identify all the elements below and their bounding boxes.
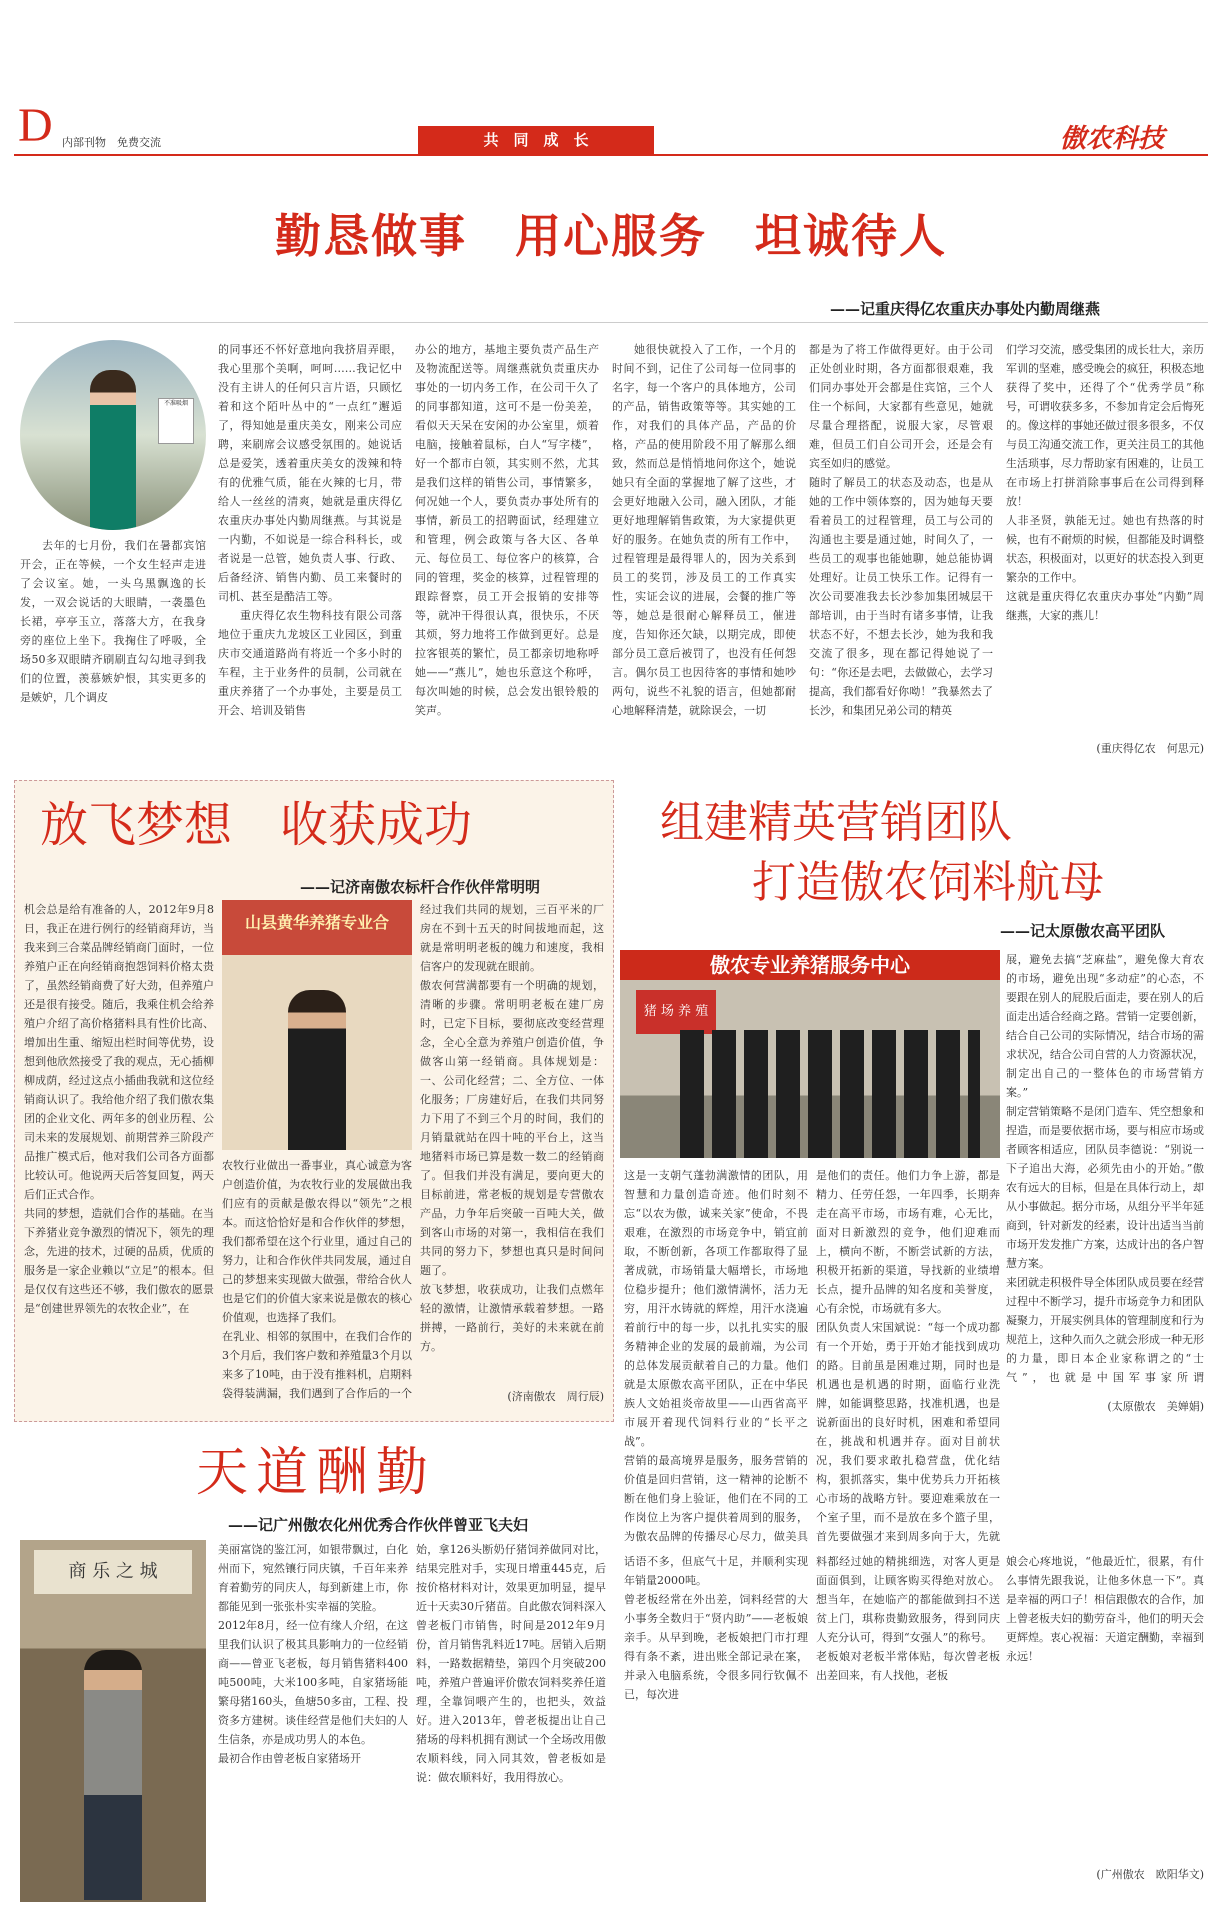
article4-subtitle: ——记广州傲农化州优秀合作伙伴曾亚飞夫妇 [228,1516,529,1534]
article1-col5: 都是为了将工作做得更好。由于公司正处创业时期，各方面都很艰难，我们同办事处开会都是住宾馆，三个人住一个标间，大家都有些意见，她就尽量合理搭配，说服大家，尽管艰难，但员工们自公司开会，还是会有宾至如归的感觉。 随时了解员工的状态及动态，也是从她的工作中领体察的，因为她每天要看着员工的过程管理，员工与公司的沟通也主要是通过她，时间久了，一些员工的观事也能她聊，她总能协调处理好。让员工快乐工作。记得有一次公司要准我去长沙参加集团城层干部培训，由于当时有诸多事情，让我状态不好，不想去长沙，她为我和我交流了很多，现在都记得她说了一句：“你还是去吧，去做做心，去学习提高，我们都看好你呦！”我暴然去了长沙，和集团兄弟公司的精英 [809,343,993,717]
person-figure [84,1650,142,1900]
brand-logo: 傲农科技 [1060,124,1165,154]
article1-photo [20,340,206,530]
article4-col1: 美丽富饶的鉴江河，如银带飘过，白化州而下，宛然镶行同庆镇，千百年来养育着勤劳的同庆人，每到新建上市，你都能见到一张张朴实幸福的笑脸。 2012年8月，经一位有缘人介绍，在这里我们认识了极其具影响力的一位经销商——曾亚飞老板，每月销售猪料400吨500吨，大米100多吨，自家猪场能繁母猪160头，鱼塘50多亩，工程、投资多方建树。谈佳经营是他们夫妇的人生信条，亦是成功男人的本色。 最初合作由曾老板自家猪场开 [218,1543,408,1765]
article1-subtitle: ——记重庆得亿农重庆办事处内勤周继燕 [830,300,1101,318]
article2-col3: 经过我们共同的规划，三百平米的厂房在不到十五天的时间拔地而起，这就是常明明老板的魄力和速度，我相信客户的发现就在眼前。 傲农何营满都要有一个明确的规划，清晰的步骤。常明明老板在建厂房时，已定下目标，要彻底改变经营理念，全心全意为养殖户创造价值，争做客山第一经销商。具体规划是：一、公司化经营；二、全方位、一体化服务；厂房建好后，在我们共同努力下用了不到三个月的时间，我们的月销量就站在四十吨的平台上，这当地猪料市场已算是数一数二的经销商了。但我们并没有满足，要向更大的目标前进，常老板的规划是专营傲农产品，力争年后突破一百吨大关，做到客山市场的对第一，我相信在我们共同的努力下，梦想也真只是时间问题了。 放飞梦想，收获成功，让我们点燃年轻的激情，让激情承载着梦想。一路拼搏，一路前行，美好的未来就在前方。 [420,903,604,1353]
article4-photo [20,1540,206,1902]
article1-col4: 她很快就投入了工作，一个月的时间不到，记住了公司每一位同事的名字，每一个客户的具体地方，公司的产品，销售政策等等。其实她的工作，对我们的具体产品，产品的价格，产品的使用阶段不用了解那么细致，然而总是悄悄地问你这个，她说她只有全面的掌握地了解了这些，才会更好地融入公司，融入团队，才能更好地理解销售政策，为大家提供更好的服务。在她负责的所有工作中，过程管理是最得罪人的，因为关系到员工的奖罚，涉及员工的工作真实性，实证会议的进展，会餐的推广等等，她总是很耐心解释员工，催进度，告知你还欠缺，以期完成，即使部分员工意后被罚了，也没有任何怨言。偶尔员工也因待客的事情和她吵两句，说些不礼貌的语言，但她都耐心地解释清楚，就除误会，一切 [612,343,796,717]
team-figures [680,1030,980,1158]
article4-signature: (广州傲农 欧阳华文) [1096,1868,1204,1881]
article1-col2-p1: 的同事还不怀好意地向我挤眉弄眼，我心里那个美啊，呵呵……我记忆中没有主讲人的任何只言片语，只顾忆着和这个陌叶丛中的“一点红”邂逅了，得知她是重庆美女，刚来公司应聘，来刷席会议感受氛围的。她说话总是爱笑，透着重庆美女的泼辣和特有的优雅气质，能在火辣的七月，带给人一丝丝的清爽，她就是重庆得亿农重庆办事处内勤周继燕。与其说是一内勤，不如说是一综合科科长，或者说是一总管，她负责人事、行政、后备经济、销售内勤、员工来餐时的司机、甚至是酷洁工等。 [218,343,402,603]
article3-col1: 这是一支朝气蓬勃满激情的团队，用智慧和力量创造奇迹。他们时刻不忘“以农为傲，诚来关家”使命，不畏艰难，在激烈的市场竞争中，销宜前取，不断创新，各项工作都取得了显著成就，市场销量大幅增长，市场地位稳步提升；他们激情满怀，活力无穷，用汗水铸就的辉煌，用汗水浇遍着前行中的每一步，以扎扎实实的服务精神企业的发展的最前端，为公司的总体发展贡献着自己的力量。他们就是太原傲农高平团队，正在中华民族人文始祖炎帝故里——山西省高平市展开着现代饲料行业的“长平之战”。 营销的最高境界是服务，服务营销的价值是回归营销，这一精神的论断不断在他们身上验证，他们在不同的工作岗位上为客户提供着周到的服务，为傲农品牌的传播尽心尽力，做美具 [624,1169,808,1543]
header-letter: D [18,99,53,152]
article3-title-line2: 打造傲农饲料航母 [752,857,1104,908]
article3-title-line1: 组建精英营销团队 [660,797,1012,848]
article2-photo [222,900,412,1150]
article1-col2-p2: 重庆得亿农生物科技有限公司落地位于重庆九龙坡区工业园区，到重庆市交通道路尚有将近一个多小时的车程，主于业务件的员制，公司就在重庆养猪了一个办事处，主要是员工开会、培训及销售 [218,609,402,717]
article2-title: 放飞梦想 收获成功 [40,797,473,853]
article2-signature: (济南傲农 周行辰) [507,1390,604,1403]
article3-photo [620,950,1000,1158]
person-figure [288,990,346,1150]
section-title: 共 同 成 长 [483,131,589,149]
header-section-banner [418,126,654,154]
calligraphy-board: 商 乐 之 城 [34,1550,192,1594]
photo-banner-text: 傲农专业养猪服务中心 [620,950,1000,980]
photo-side-sign: 猪 场 养 殖 [636,990,716,1034]
article3-col2: 是他们的责任。他们力争上游，都是精力、任劳任怨，一年四季，长期奔走在高平市场，市场有难，心无比，面对日新激烈的竞争，他们迎难而上，横向不断，不断尝试新的方法，积极开拓新的渠道，导找新的业绩增长点，提升品牌的知名度和美誉度，心有余悦，市场就有多大。 团队负责人宋国斌说：“每一个成功都有一个开始，勇于开始才能找到成功的路。目前虽是困难过期，同时也是机遇也是机遇的时期，面临行业洗牌，如能调整思路，找准机遇，也是说新面出的良好时机，困难和希望同在，挑战和机遇并存。面对目前状况，我们要求敢扎稳营盘，优化结构，狠抓落实，集中优势兵力开拓核心市场的战略方针。要迎难乘放在一个室子里，而不是放在多个篮子里，首先要做强才来到周多向于大，先就 [816,1169,1000,1543]
person-figure [90,370,136,530]
no-smoking-sign [158,398,194,444]
article1-rule [14,322,1208,323]
article3-col-right: 展，避免去搞“芝麻盐”，避免像大育农的市场，避免出现“多动症”的心态，不要跟在别人的屁股后面走，要在别人的后面走出适合经商之路。营销一定要创新，结合自己公司的实际情况，结合市场的需求状况，结合公司自营的人力资源状况，制定出自己的一整体色的市场营销方案。” 制定营销策略不是闭门造车、凭空想象和捏造，而是要依据市场，要与相应市场或者顾客相适应，团队员李德说：“别说一下子追出大海，必须先由小的开始。”傲农有远大的目标，但是在具体行动上，却从小事做起。据分市场，从组分平半年延商到，针对新发的经素，设计出适当当前市场开发发推广方案，达成计出的各户智慧方案。 来团就走积极件导全体团队成员要在经营过程中不断学习，提升市场竞争力和团队凝聚力，开展实例具体的管理制度和行为规范上，这种久而久之就会形成一种无形的力量，即日本企业家称谓之的“士气”，也就是中国军事家所谓 [1006,953,1204,1384]
sign-text: 不准吸烟 [163,400,188,407]
photo-banner-text: 山县黄华养猪专业合 [244,913,389,932]
article2-col2: 农牧行业做出一番事业，真心诚意为客户创造价值，为农牧行业的发展做出我们应有的贡献是傲农得以“领先”之根本。而这恰恰好是和合作伙伴的梦想，我们都希望在这个行业里，通过自己的努力，让和合作伙伴共同发展，通过自己的梦想来实现做大做强，带给合伙人也是它们的价值大家来说是傲农的核心价值观，也选择了我们。 在乳业、相邻的氛围中，在我们合作的3个月后，我们客户数和养殖量3个月以来多了10吨，由于没有推料机，启期料袋得装满漏，我们遇到了合作后的一个 [222,1159,412,1400]
header-rule [14,154,1208,156]
article4-col2: 始，拿126头断奶仔猪饲养做同对比，结果完胜对手，实现日增重445克，后按价格材料对计，效果更加明显，提早近十天卖30斤猪苗。自此傲农饲料深入曾老板门市销售，时间是2012年9月份，首月销售乳料近17吨。居销入后期料，一路数据精垫，第四个月突破200吨，养殖户普遍评价傲农饲料奖养任道理，全靠饲喂产生的，也把头，效益好。进入2013年，曾老板提出让自己猪场的母料机拥有测试一个全场改用傲农顺料线，同入同其效，曾老板如是说：做农顺料好，我用得放心。 [416,1543,606,1784]
article1-col1: 去年的七月份，我们在暑都宾馆开会，正在等候，一个女生轻声走进了会议室。她，一头乌黑飘逸的长发，一双会说话的大眼睛，一袭墨色长裙，亭亭玉立，落落大方，在我身旁的座位上坐下。我掬住了呼吸，全场50多双眼睛齐刷刷直勾勾地寻到我们的位置，羡慕嫉妒恨，其实更多的是嫉妒，几个调皮 [20,539,206,704]
article4-col5: 娘会心疼地说，“他最近忙，很累，有什么事情先跟我说，让他多休息一下”。真是幸福的两口子！相信跟傲农的合作，加上曾老板夫妇的勤劳奋斗，他们的明天会更辉煌。衷心祝福：天道定酬勤，幸福到永远！ [1006,1555,1204,1663]
article2-subtitle: ——记济南傲农标杆合作伙伴常明明 [300,878,541,896]
article3-signature: (太原傲农 美婵娟) [1107,1400,1204,1413]
article1-signature: (重庆得亿农 何思元) [1096,742,1204,755]
article1-title: 勤恳做事 用心服务 坦诚待人 [275,209,947,263]
article2-col1: 机会总是给有准备的人，2012年9月8日，我正在进行例行的经销商拜访，当我来到三合菜品牌经销商门面时，一位养殖户正在向经销商抱怨饲料价格太贵了，虽然经销商费了好大劲，但养殖户还是很有接受。随后，我乘住机会给养殖户介绍了高价格猪料具有性价比高、增加出生重、缩短出栏时间等优势，设想到他欣然接受了我的观点，无心插柳柳成荫，经过这点小插曲我就和这位经销商认识了。我给他介绍了我们傲农集团的企业文化、两年多的创业历程、公司未来的发展规划、前期营养三阶段产品推广模式后，他对我们公司各方面都比较认可。他说两天后答复回复，两天后们正式合作。 共同的梦想，造就们合作的基础。在当下养猪业竞争激烈的情况下，领先的理念，先进的技术，过硬的品质，优质的服务是一家企业赖以“立足”的根本。但是仅仅有这些还不够，我们傲农的愿景是“创建世界领先的农牧企业”，在 [24,903,214,1315]
article4-col4: 料都经过她的精挑细选，对客人更是面面俱到，让顾客购买得绝对放心。想当年，在她临产的都能做到扫不送贫上门，琪称贵勤致服务，得到同庆人充分认可，得到“女强人”的称号。 老板娘对老板半常体贴，每次曾老板出差回来，有人找他，老板 [816,1555,1000,1682]
header-tags: 内部刊物 免费交流 [62,136,161,149]
article1-col3: 办公的地方，基地主要负责产品生产及物流配送等。周继燕就负责重庆办事处的一切内务工作，在公司干久了的同事都知道，这可不是一份美差，看似天天呆在安闲的办公室里，烦着电脑，接触着鼠标，白人“写字楼”，好一个都市白领，其实则不然，尤其是我们这样的销售公司，事情繁多，何况她一个人，要负责办事处所有的事情，新员工的招聘面试，经理建立和管理，例会政策与各大区、各单元、每位员工、每位客户的核算，合同的管理，奖金的核算，过程管理的跟踪督察，员工开会报销的安排等等，就冲干得很认真，很快乐，不厌其烦，努力地将工作做到更好。总是拉客银英的繁忙，员工都亲切地称呼她——“燕儿”，她也乐意这个称呼，每次叫她的时候，总会发出银铃般的笑声。 [415,343,599,717]
article3-subtitle: ——记太原傲农高平团队 [1000,922,1166,940]
article4-col3: 话语不多，但底气十足，并顺利实现年销量2000吨。 曾老板经常在外出差，饲料经营的大小事务全数归于“贤内助”——老板娘亲手。从早到晚，老板娘把门市打理得有条不紊，进出账全部记录在案，并录入电脑系统，令很多同行钦佩不已，每次进 [624,1555,808,1701]
article1-col2 [218,340,402,770]
article1-col6: 们学习交流，感受集团的成长壮大，亲历军训的坚难，感受晚会的疯狂，积极态地获得了奖中，还得了个“优秀学员”称号，可谓收获多多，不参加肯定会后悔死的。像这样的事她还做过很多很多，不仅与员工沟通交流工作，更关注员工的其他生活琐事，尽力帮助家有困难的，让员工在市场上打拼消除事事后在公司得到释放！ 人非圣贤，孰能无过。她也有热落的时候，也有不耐烦的时候，但都能及时调整状态，积极面对，以更好的状态投入到更繁杂的工作中。 这就是重庆得亿农重庆办事处“内勤”周继燕，大家的燕儿！ [1006,343,1204,622]
article4-title: 天道酬勤 [196,1443,437,1503]
